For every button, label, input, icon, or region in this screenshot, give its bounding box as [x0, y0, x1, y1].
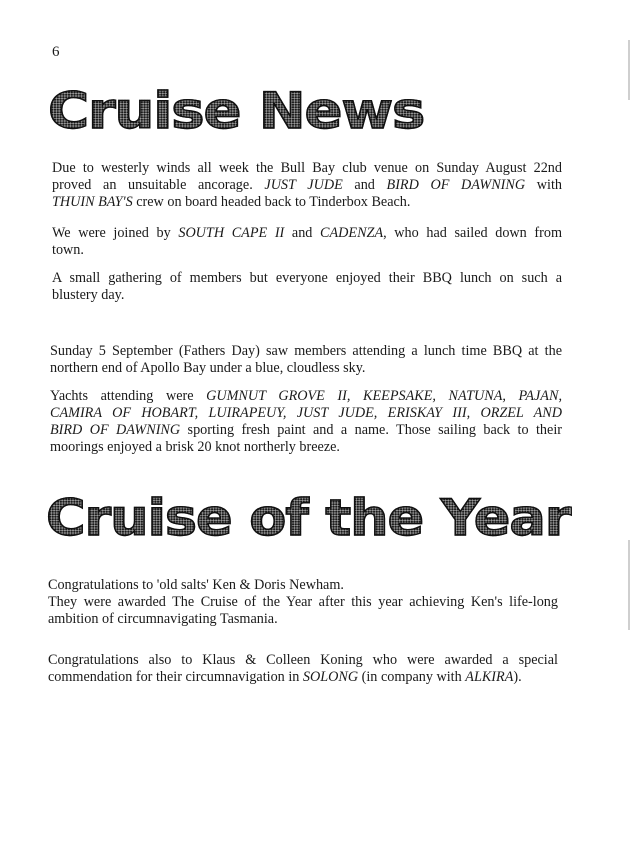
text-line: A small gathering of members but everyone enjoyed their BBQ lunch on such a [52, 270, 562, 286]
text-line: Congratulations to 'old salts' Ken & Doris Newham. [48, 577, 344, 593]
scan-edge-mark [628, 40, 630, 100]
paragraph-koning-commendation [48, 652, 558, 686]
text-span: We were joined by [52, 225, 179, 241]
yacht-name: BIRD OF DAWNING [386, 177, 526, 193]
text-span: and [342, 177, 387, 193]
text-line [50, 422, 562, 439]
paragraph-bull-bay [52, 160, 562, 211]
yacht-name: JUST JUDE [264, 177, 343, 193]
text-line [50, 405, 562, 422]
text-span: crew on board headed back to Tinderbox Beach. [132, 194, 411, 210]
text-line [52, 194, 562, 211]
text-line: town. [52, 242, 84, 258]
paragraph-small-gathering [52, 270, 562, 304]
text-line: moorings enjoyed a brisk 20 knot northerly breeze. [50, 439, 340, 455]
cruise-news-heading: Cruise News [48, 82, 425, 140]
yacht-names: CAMIRA OF HOBART, LUIRAPEUY, JUST JUDE, ERISKAY III, ORZEL AND [50, 405, 562, 421]
page-number: 6 [52, 44, 60, 60]
yacht-name: SOUTH CAPE II [178, 225, 285, 241]
yacht-name: CADENZA [320, 225, 384, 241]
yacht-name: THUIN BAY'S [52, 194, 133, 210]
text-line [48, 669, 558, 686]
scan-edge-mark [628, 540, 630, 630]
text-line: northern end of Apollo Bay under a blue, cloudless sky. [50, 360, 366, 376]
text-span: , who had sailed down from [383, 225, 562, 241]
text-line: Due to westerly winds all week the Bull Bay club venue on Sunday August 22nd [52, 160, 562, 176]
yacht-names: GUMNUT GROVE II, KEEPSAKE, NATUNA, PAJAN, [206, 388, 562, 404]
yacht-name: SOLONG [302, 669, 359, 685]
text-line [52, 177, 562, 194]
text-line [52, 225, 562, 242]
text-line: ambition of circumnavigating Tasmania. [48, 611, 278, 627]
text-span: with [525, 177, 562, 193]
paragraph-joined-by [52, 225, 562, 259]
text-line: blustery day. [52, 287, 125, 303]
yacht-name: BIRD OF DAWNING [50, 422, 181, 438]
text-span: ). [513, 669, 522, 685]
text-span: (in company with [358, 669, 466, 685]
text-span: proved an unsuitable ancorage. [52, 177, 265, 193]
yacht-name: ALKIRA [465, 669, 514, 685]
text-line [50, 388, 562, 405]
text-line: They were awarded The Cruise of the Year after this year achieving Ken's life-long [48, 594, 558, 610]
paragraph-fathers-day [50, 343, 562, 377]
text-line: Congratulations also to Klaus & Colleen Koning who were awarded a special [48, 652, 558, 668]
paragraph-newham-award [48, 577, 558, 628]
text-span: and [284, 225, 321, 241]
text-span: Yachts attending were [50, 388, 207, 404]
paragraph-yachts-attending [50, 388, 562, 456]
text-line: Sunday 5 September (Fathers Day) saw members attending a lunch time BBQ at the [50, 343, 562, 359]
text-span: sporting fresh paint and a name. Those sailing back to their [180, 422, 562, 438]
text-span: commendation for their circumnavigation in [48, 669, 303, 685]
cruise-of-the-year-heading: Cruise of the Year [46, 489, 571, 547]
